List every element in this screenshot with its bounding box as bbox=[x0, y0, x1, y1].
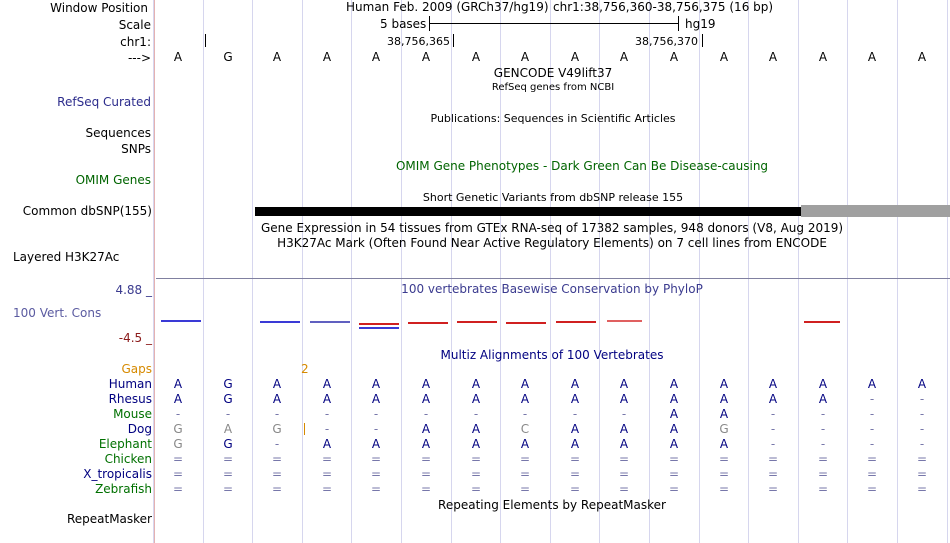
alignment-base: = bbox=[172, 482, 184, 496]
gridline bbox=[649, 0, 650, 543]
reference-base: A bbox=[371, 50, 381, 64]
alignment-base: C bbox=[520, 422, 530, 436]
gtex-track-title: Gene Expression in 54 tissues from GTEx RNA-seq of 17382 samples, 948 donors (V8, Aug 2019) bbox=[260, 221, 844, 235]
alignment-base: - bbox=[869, 422, 875, 436]
alignment-base: G bbox=[173, 422, 183, 436]
species-label[interactable]: Elephant bbox=[98, 437, 152, 451]
track-divider bbox=[156, 278, 950, 279]
phylop-segment bbox=[359, 327, 399, 329]
alignment-base: A bbox=[719, 392, 729, 406]
alignment-base: A bbox=[818, 392, 828, 406]
alignment-base: A bbox=[322, 392, 332, 406]
alignment-base: = bbox=[718, 482, 730, 496]
alignment-base: A bbox=[421, 422, 431, 436]
alignment-base: - bbox=[423, 407, 429, 421]
alignment-base: - bbox=[770, 422, 776, 436]
cons-max-label: 4.88 _ bbox=[115, 283, 152, 297]
alignment-base: = bbox=[668, 452, 680, 466]
alignment-base: - bbox=[820, 422, 826, 436]
alignment-base: - bbox=[324, 407, 330, 421]
alignment-base: = bbox=[321, 467, 333, 481]
alignment-base: - bbox=[919, 437, 925, 451]
alignment-base: - bbox=[473, 407, 479, 421]
alignment-base: - bbox=[820, 407, 826, 421]
gencode-track-title: GENCODE V49lift37 bbox=[493, 66, 613, 80]
alignment-base: = bbox=[420, 482, 432, 496]
track-label-gaps[interactable]: Gaps bbox=[121, 362, 152, 376]
alignment-base: = bbox=[916, 452, 928, 466]
alignment-base: = bbox=[767, 482, 779, 496]
alignment-base: A bbox=[421, 437, 431, 451]
alignment-base: A bbox=[669, 407, 679, 421]
alignment-base: - bbox=[820, 437, 826, 451]
alignment-base: = bbox=[222, 452, 234, 466]
alignment-base: A bbox=[619, 392, 629, 406]
alignment-base: A bbox=[520, 392, 530, 406]
phylop-track-title: 100 vertebrates Basewise Conservation by PhyloP bbox=[401, 282, 703, 296]
alignment-base: A bbox=[719, 377, 729, 391]
omim-track-title: OMIM Gene Phenotypes - Dark Green Can Be Disease-causing bbox=[395, 159, 769, 173]
phylop-segment bbox=[408, 322, 448, 324]
track-label-h3k27ac[interactable]: Layered H3K27Ac bbox=[13, 250, 120, 264]
alignment-base: = bbox=[569, 467, 581, 481]
alignment-base: - bbox=[919, 422, 925, 436]
phylop-segment bbox=[506, 322, 546, 324]
position-readout: chr1:38,756,360-38,756,375 (16 bp) bbox=[553, 0, 774, 14]
track-label-cons[interactable]: 100 Vert. Cons bbox=[13, 306, 102, 320]
alignment-base: A bbox=[818, 377, 828, 391]
alignment-base: - bbox=[175, 407, 181, 421]
alignment-base: - bbox=[869, 437, 875, 451]
gridline bbox=[798, 0, 799, 543]
phylop-segment bbox=[607, 320, 642, 322]
alignment-base: = bbox=[866, 482, 878, 496]
alignment-base: = bbox=[767, 467, 779, 481]
alignment-base: A bbox=[669, 422, 679, 436]
alignment-base: A bbox=[719, 407, 729, 421]
alignment-base: A bbox=[917, 377, 927, 391]
alignment-base: = bbox=[866, 452, 878, 466]
alignment-base: = bbox=[569, 452, 581, 466]
alignment-base: A bbox=[173, 392, 183, 406]
alignment-base: = bbox=[420, 467, 432, 481]
species-label[interactable]: Dog bbox=[127, 422, 152, 436]
cons-min-label: -4.5 _ bbox=[118, 331, 152, 345]
reference-base: A bbox=[867, 50, 877, 64]
alignment-base: = bbox=[767, 452, 779, 466]
alignment-base: = bbox=[718, 452, 730, 466]
assembly-title: Human Feb. 2009 (GRCh37/hg19) bbox=[346, 0, 549, 14]
window-position-label: Window Position bbox=[50, 1, 148, 15]
alignment-base: - bbox=[919, 407, 925, 421]
track-label-dbsnp[interactable]: Common dbSNP(155) bbox=[22, 204, 152, 218]
alignment-base: - bbox=[770, 437, 776, 451]
gridline bbox=[351, 0, 352, 543]
alignment-base: = bbox=[370, 467, 382, 481]
scale-db-label: hg19 bbox=[685, 17, 716, 31]
reference-base: A bbox=[768, 50, 778, 64]
alignment-base: = bbox=[668, 482, 680, 496]
gridline bbox=[699, 0, 700, 543]
alignment-base: = bbox=[569, 482, 581, 496]
alignment-base: = bbox=[866, 467, 878, 481]
reference-base: A bbox=[272, 50, 282, 64]
ruler-tick bbox=[205, 34, 206, 47]
alignment-base: = bbox=[916, 467, 928, 481]
alignment-base: - bbox=[770, 407, 776, 421]
alignment-base: = bbox=[470, 482, 482, 496]
phylop-segment bbox=[310, 321, 350, 323]
alignment-base: = bbox=[370, 482, 382, 496]
alignment-base: G bbox=[173, 437, 183, 451]
alignment-base: = bbox=[817, 452, 829, 466]
alignment-base: = bbox=[271, 452, 283, 466]
label-divider bbox=[154, 0, 155, 543]
alignment-base: = bbox=[817, 467, 829, 481]
alignment-base: - bbox=[919, 392, 925, 406]
alignment-base: - bbox=[522, 407, 528, 421]
alignment-base: = bbox=[222, 482, 234, 496]
alignment-base: A bbox=[768, 392, 778, 406]
gridline bbox=[153, 0, 154, 543]
gridline bbox=[302, 0, 303, 543]
gap-insertion-marker bbox=[304, 423, 305, 435]
alignment-base: A bbox=[570, 392, 580, 406]
track-label-sequences[interactable]: Sequences bbox=[85, 126, 151, 140]
alignment-base: A bbox=[669, 437, 679, 451]
scale-bar-right-tick bbox=[678, 16, 679, 31]
track-label-refseq[interactable]: RefSeq Curated bbox=[57, 95, 151, 109]
dbsnp-track-title: Short Genetic Variants from dbSNP release 155 bbox=[422, 191, 684, 204]
gap-count: 2 bbox=[301, 362, 309, 376]
chrom-label: chr1: bbox=[120, 35, 151, 49]
alignment-base: A bbox=[768, 377, 778, 391]
alignment-base: A bbox=[471, 422, 481, 436]
alignment-base: A bbox=[421, 377, 431, 391]
phylop-segment bbox=[359, 323, 399, 325]
phylop-segment bbox=[804, 321, 840, 323]
alignment-base: G bbox=[223, 437, 233, 451]
alignment-base: - bbox=[324, 422, 330, 436]
alignment-base: A bbox=[223, 422, 233, 436]
alignment-base: = bbox=[718, 467, 730, 481]
alignment-base: - bbox=[373, 422, 379, 436]
alignment-base: = bbox=[668, 467, 680, 481]
phylop-segment bbox=[161, 320, 201, 322]
alignment-base: A bbox=[421, 392, 431, 406]
alignment-base: A bbox=[371, 392, 381, 406]
reference-base: A bbox=[520, 50, 530, 64]
alignment-base: A bbox=[371, 377, 381, 391]
gridline bbox=[847, 0, 848, 543]
alignment-base: = bbox=[222, 467, 234, 481]
gridline bbox=[947, 0, 948, 543]
species-label[interactable]: Mouse bbox=[113, 407, 152, 421]
alignment-base: A bbox=[619, 377, 629, 391]
alignment-base: - bbox=[274, 407, 280, 421]
alignment-base: - bbox=[572, 407, 578, 421]
alignment-base: G bbox=[272, 422, 282, 436]
scale-bar bbox=[429, 23, 678, 24]
alignment-base: = bbox=[519, 482, 531, 496]
reference-base: A bbox=[570, 50, 580, 64]
alignment-base: = bbox=[470, 467, 482, 481]
alignment-base: A bbox=[669, 377, 679, 391]
scale-label: Scale bbox=[118, 18, 151, 32]
alignment-base: - bbox=[621, 407, 627, 421]
gridline bbox=[203, 0, 204, 543]
gridline bbox=[451, 0, 452, 543]
alignment-base: A bbox=[471, 437, 481, 451]
ruler-label-1: 38,756,365 bbox=[387, 35, 450, 48]
gridline bbox=[252, 0, 253, 543]
alignment-base: A bbox=[471, 392, 481, 406]
species-label[interactable]: Rhesus bbox=[108, 392, 152, 406]
alignment-base: A bbox=[471, 377, 481, 391]
multiz-track-title: Multiz Alignments of 100 Vertebrates bbox=[440, 348, 664, 362]
reference-base: A bbox=[719, 50, 729, 64]
alignment-base: = bbox=[420, 452, 432, 466]
alignment-base: = bbox=[618, 467, 630, 481]
alignment-base: = bbox=[271, 482, 283, 496]
track-label-column bbox=[0, 0, 154, 543]
alignment-base: = bbox=[470, 452, 482, 466]
alignment-base: A bbox=[173, 377, 183, 391]
phylop-segment bbox=[556, 321, 596, 323]
reference-base: A bbox=[322, 50, 332, 64]
reference-base: A bbox=[669, 50, 679, 64]
reference-base: A bbox=[471, 50, 481, 64]
reference-base: A bbox=[619, 50, 629, 64]
phylop-segment bbox=[457, 321, 497, 323]
alignment-base: A bbox=[867, 377, 877, 391]
h3k27ac-track-title: H3K27Ac Mark (Often Found Near Active Regulatory Elements) on 7 cell lines from ENCODE bbox=[277, 236, 827, 250]
alignment-base: = bbox=[618, 452, 630, 466]
alignment-base: A bbox=[322, 437, 332, 451]
reference-base: A bbox=[818, 50, 828, 64]
alignment-base: G bbox=[719, 422, 729, 436]
alignment-base: A bbox=[719, 437, 729, 451]
track-label-omim[interactable]: OMIM Genes bbox=[75, 173, 151, 187]
species-label[interactable]: Human bbox=[108, 377, 152, 391]
alignment-base: A bbox=[272, 392, 282, 406]
alignment-base: A bbox=[570, 437, 580, 451]
strand-label: ---> bbox=[127, 51, 151, 65]
repeatmasker-track-title: Repeating Elements by RepeatMasker bbox=[438, 498, 666, 512]
alignment-base: G bbox=[223, 392, 233, 406]
ruler-tick bbox=[702, 34, 703, 47]
alignment-base: - bbox=[869, 407, 875, 421]
alignment-base: A bbox=[570, 422, 580, 436]
alignment-base: - bbox=[274, 437, 280, 451]
track-image[interactable] bbox=[156, 0, 950, 543]
ruler-label-2: 38,756,370 bbox=[635, 35, 698, 48]
alignment-base: A bbox=[272, 377, 282, 391]
scale-bases-label: 5 bases bbox=[380, 17, 427, 31]
dbsnp-variant-bar[interactable] bbox=[255, 207, 803, 216]
gridline bbox=[401, 0, 402, 543]
dbsnp-variant-bar-gray[interactable] bbox=[801, 205, 950, 217]
phylop-segment bbox=[260, 321, 300, 323]
refseq-track-title: RefSeq genes from NCBI bbox=[491, 82, 615, 93]
alignment-base: G bbox=[223, 377, 233, 391]
alignment-base: = bbox=[817, 482, 829, 496]
reference-base: A bbox=[917, 50, 927, 64]
alignment-base: A bbox=[570, 377, 580, 391]
alignment-base: = bbox=[519, 452, 531, 466]
alignment-base: A bbox=[520, 377, 530, 391]
reference-base: G bbox=[223, 50, 233, 64]
alignment-base: = bbox=[519, 467, 531, 481]
alignment-base: A bbox=[322, 377, 332, 391]
gridline bbox=[748, 0, 749, 543]
alignment-base: - bbox=[869, 392, 875, 406]
alignment-base: A bbox=[619, 422, 629, 436]
alignment-base: A bbox=[520, 437, 530, 451]
track-label-snps[interactable]: SNPs bbox=[121, 142, 151, 156]
ruler-tick bbox=[453, 34, 454, 47]
alignment-base: = bbox=[172, 452, 184, 466]
alignment-base: = bbox=[916, 482, 928, 496]
alignment-base: = bbox=[172, 467, 184, 481]
reference-base: A bbox=[421, 50, 431, 64]
alignment-base: - bbox=[225, 407, 231, 421]
species-label[interactable]: Zebrafish bbox=[95, 482, 152, 496]
alignment-base: = bbox=[271, 467, 283, 481]
alignment-base: A bbox=[371, 437, 381, 451]
alignment-base: = bbox=[321, 452, 333, 466]
alignment-base: = bbox=[321, 482, 333, 496]
species-label[interactable]: X_tropicalis bbox=[83, 467, 152, 481]
alignment-base: = bbox=[618, 482, 630, 496]
alignment-base: A bbox=[669, 392, 679, 406]
gridline bbox=[897, 0, 898, 543]
alignment-base: - bbox=[373, 407, 379, 421]
alignment-base: = bbox=[370, 452, 382, 466]
reference-base: A bbox=[173, 50, 183, 64]
track-label-repeatmasker[interactable]: RepeatMasker bbox=[66, 512, 152, 526]
species-label[interactable]: Chicken bbox=[104, 452, 152, 466]
alignment-base: A bbox=[619, 437, 629, 451]
publications-track-title: Publications: Sequences in Scientific Articles bbox=[430, 112, 676, 125]
